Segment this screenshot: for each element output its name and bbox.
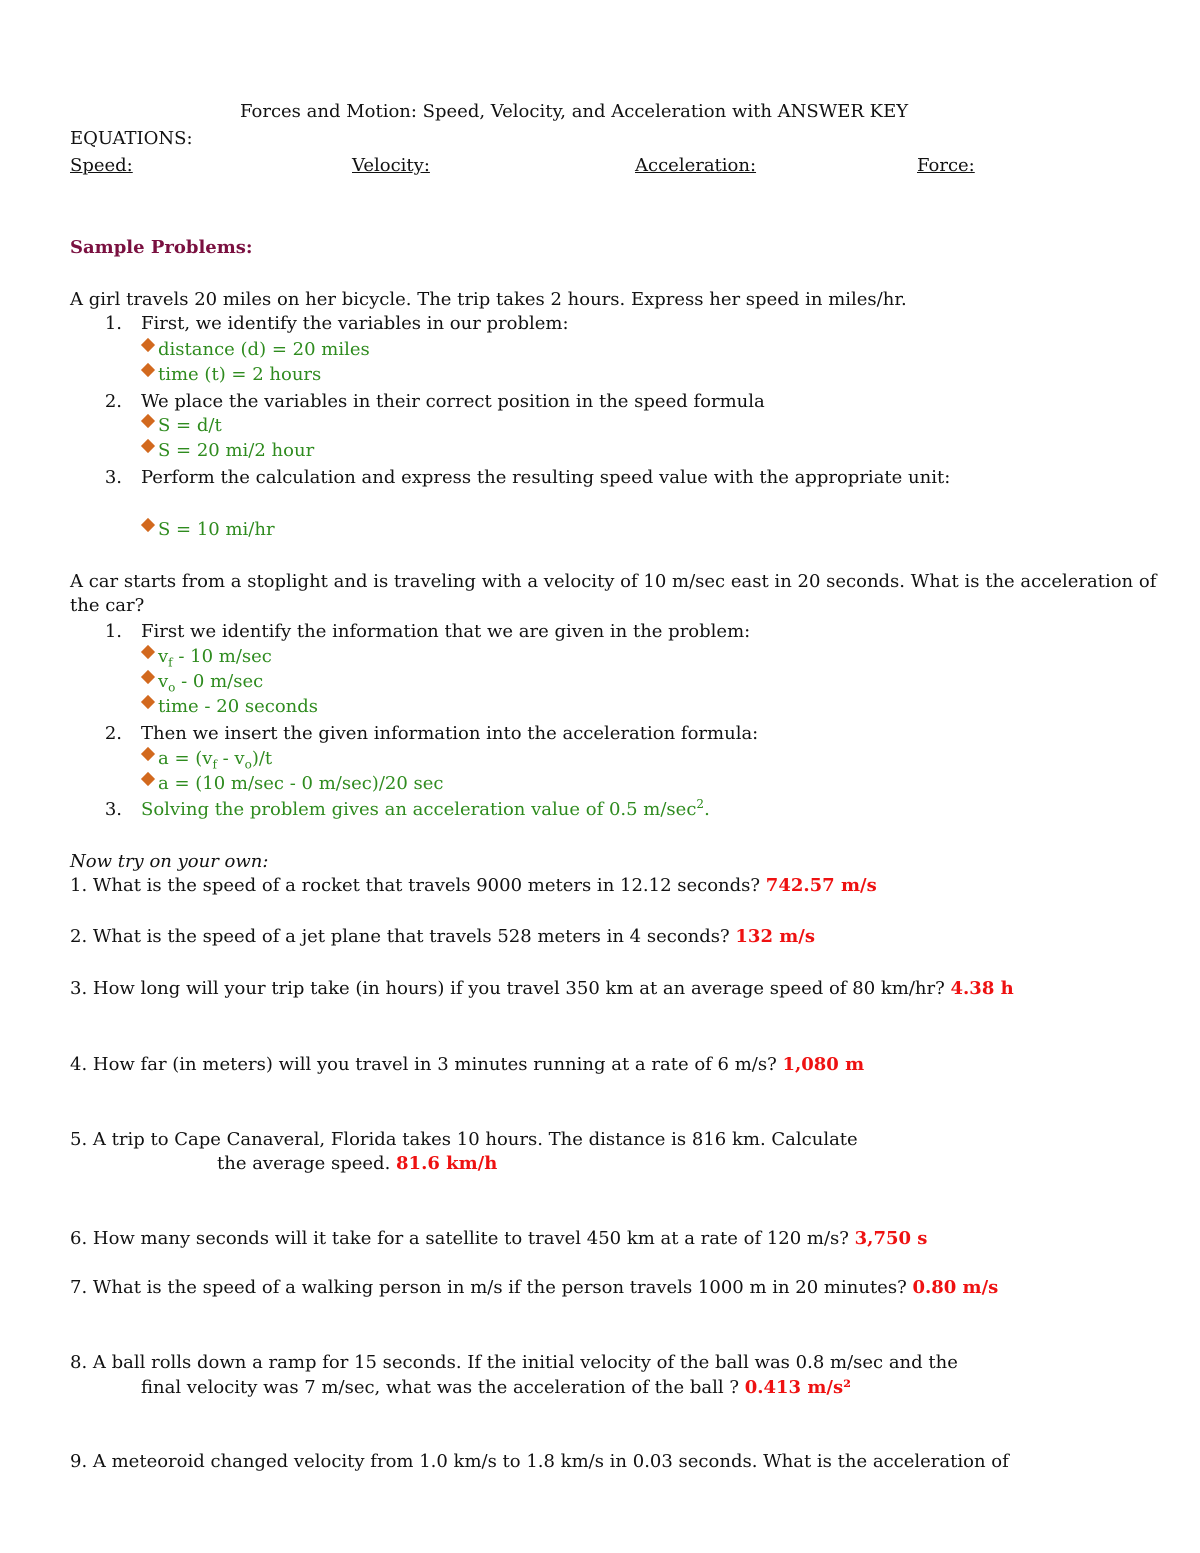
answer-3: 4.38 h [950, 978, 1014, 999]
question-8-line-1: 8. A ball rolls down a ramp for 15 seconds. If the initial velocity of the ball was 0.8 m/sec and the [70, 1352, 958, 1373]
problem-1-step-2: We place the variables in their correct position in the speed formula [141, 391, 765, 412]
page-title: Forces and Motion: Speed, Velocity, and Acceleration with ANSWER KEY [240, 101, 909, 122]
step-number: 2. [104, 391, 122, 412]
question-2: 2. What is the speed of a jet plane that travels 528 meters in 4 seconds? 132 m/s [70, 926, 815, 947]
problem-1-prompt: A girl travels 20 miles on her bicycle. The trip takes 2 hours. Express her speed in miles/hr. [70, 289, 907, 310]
problem-2-bullet-vo: $v_o - 0$ m/sec [141, 670, 263, 694]
diamond-bullet-icon [141, 439, 155, 453]
question-1: 1. What is the speed of a rocket that travels 9000 meters in 12.12 seconds? 742.57 m/s [70, 875, 877, 896]
question-5-line-2: the average speed. 81.6 km/h [217, 1153, 498, 1174]
step-number: 2. [104, 723, 122, 744]
equations-heading: EQUATIONS: [70, 128, 193, 149]
problem-1-bullet-substitution: S = 20 mi/2 hour [141, 439, 314, 463]
step-number: 3. [104, 799, 122, 820]
practice-heading: Now try on your own: [70, 851, 269, 872]
diamond-bullet-icon [141, 645, 155, 659]
answer-5: 81.6 km/h [396, 1153, 498, 1174]
problem-1-bullet-result: S = 10 mi/hr [141, 518, 275, 542]
problem-1-step-1: First, we identify the variables in our problem: [141, 313, 569, 334]
answer-8: 0.413 m/s² [744, 1377, 851, 1398]
problem-2-prompt-line-2: the car? [70, 595, 145, 616]
question-8-line-2: final velocity was 7 m/sec, what was the acceleration of the ball ? 0.413 m/s² [141, 1377, 851, 1398]
equation-force-label: Force: [917, 155, 975, 176]
equation-velocity-label: Velocity: [352, 155, 430, 176]
sample-problems-heading: Sample Problems: [70, 237, 253, 258]
diamond-bullet-icon [141, 695, 155, 709]
problem-1-step-3: Perform the calculation and express the resulting speed value with the appropriate unit: [141, 467, 951, 488]
problem-1-bullet-time: time (t) = 2 hours [141, 363, 321, 387]
diamond-bullet-icon [141, 772, 155, 786]
problem-2-prompt-line-1: A car starts from a stoplight and is traveling with a velocity of 10 m/sec east in 20 seconds. What is the acceleration of [70, 571, 1157, 592]
equation-speed-label: Speed: [70, 155, 133, 176]
diamond-bullet-icon [141, 670, 155, 684]
equation-acceleration-label: Acceleration: [635, 155, 757, 176]
diamond-bullet-icon [141, 363, 155, 377]
question-3: 3. How long will your trip take (in hours) if you travel 350 km at an average speed of 80 km/hr? 4.38 h [70, 978, 1014, 999]
answer-6: 3,750 s [854, 1228, 928, 1249]
question-7: 7. What is the speed of a walking person in m/s if the person travels 1000 m in 20 minutes? 0.80 m/s [70, 1277, 999, 1298]
question-6: 6. How many seconds will it take for a satellite to travel 450 km at a rate of 120 m/s? 3,750 s [70, 1228, 928, 1249]
problem-2-step-3: Solving the problem gives an acceleration value of 0.5 $m/\sec^2$. [141, 797, 710, 820]
problem-2-step-1: First we identify the information that we are given in the problem: [141, 621, 751, 642]
diamond-bullet-icon [141, 338, 155, 352]
diamond-bullet-icon [141, 414, 155, 428]
step-number: 1. [104, 313, 122, 334]
diamond-bullet-icon [141, 747, 155, 761]
problem-2-bullet-substitution: a = (10 m/sec - 0 m/sec)/20 sec [141, 772, 444, 796]
problem-2-step-2: Then we insert the given information into the acceleration formula: [141, 723, 759, 744]
diamond-bullet-icon [141, 518, 155, 532]
answer-7: 0.80 m/s [912, 1277, 999, 1298]
question-4: 4. How far (in meters) will you travel in 3 minutes running at a rate of 6 m/s? 1,080 m [70, 1054, 865, 1075]
step-number: 3. [104, 467, 122, 488]
answer-4: 1,080 m [782, 1054, 865, 1075]
problem-2-bullet-vf: $v_f - 10$ m/sec [141, 645, 272, 669]
step-number: 1. [104, 621, 122, 642]
problem-2-bullet-time: time - 20 seconds [141, 695, 318, 719]
problem-1-bullet-formula: S = d/t [141, 414, 222, 438]
answer-1: 742.57 m/s [765, 875, 877, 896]
problem-2-bullet-formula: $a = (v_f - v_o)/t$ [141, 747, 272, 771]
problem-1-bullet-distance: distance (d) = 20 miles [141, 338, 370, 362]
question-5-line-1: 5. A trip to Cape Canaveral, Florida takes 10 hours. The distance is 816 km. Calculate [70, 1129, 858, 1150]
answer-2: 132 m/s [735, 926, 815, 947]
question-9: 9. A meteoroid changed velocity from 1.0 km/s to 1.8 km/s in 0.03 seconds. What is the acceleration of [70, 1451, 1009, 1472]
